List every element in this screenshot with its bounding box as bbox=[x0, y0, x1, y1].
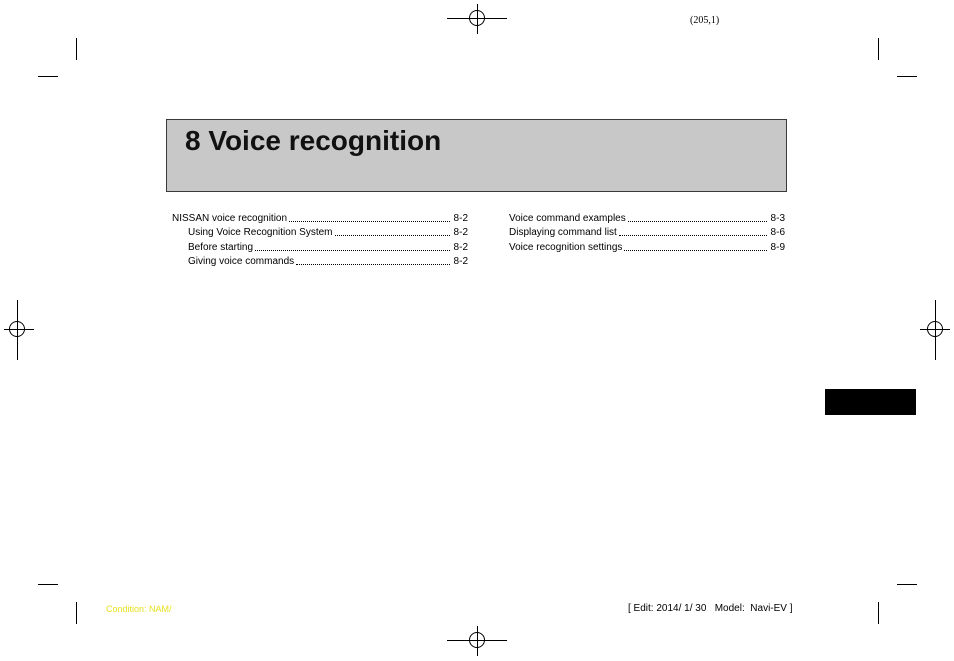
toc-entry[interactable] bbox=[172, 239, 468, 254]
toc-entry-page: 8-2 bbox=[453, 212, 468, 224]
toc-leader-dots bbox=[624, 250, 766, 251]
toc-leader-dots bbox=[619, 235, 767, 236]
toc-entry-page: 8-3 bbox=[770, 212, 785, 224]
toc-leader-dots bbox=[335, 235, 450, 236]
toc-entry-page: 8-2 bbox=[453, 241, 468, 253]
page-reference: (205,1) bbox=[690, 15, 720, 26]
crop-mark-tl-v bbox=[76, 38, 77, 60]
toc-entry-page: 8-6 bbox=[770, 227, 785, 239]
toc-entry[interactable] bbox=[509, 225, 785, 240]
crop-mark-tr-v bbox=[878, 38, 879, 60]
toc-entry-label: Voice command examples bbox=[509, 212, 626, 224]
toc-entry[interactable] bbox=[172, 254, 468, 269]
crop-mark-bl-h bbox=[38, 584, 58, 585]
registration-circle-bottom-icon bbox=[469, 632, 485, 648]
toc-entry-page: 8-2 bbox=[453, 227, 468, 239]
registration-circle-left-icon bbox=[9, 321, 25, 337]
toc-leader-dots bbox=[255, 250, 450, 251]
toc-entry[interactable] bbox=[172, 210, 468, 225]
chapter-title-box bbox=[166, 119, 787, 192]
crop-mark-bl-v bbox=[76, 602, 77, 624]
toc-entry-label: Before starting bbox=[188, 241, 254, 253]
toc-right-column bbox=[509, 210, 785, 254]
toc-leader-dots bbox=[289, 221, 449, 222]
chapter-title: 8 Voice recognition bbox=[185, 125, 442, 156]
toc-leader-dots bbox=[628, 221, 767, 222]
toc-entry[interactable] bbox=[509, 239, 785, 254]
edit-info: [ Edit: 2014/ 1/ 30 Model: Navi-EV ] bbox=[628, 603, 793, 614]
registration-circle-right-icon bbox=[927, 321, 943, 337]
toc-entry-label: Using Voice Recognition System bbox=[188, 227, 333, 239]
crop-mark-br-h bbox=[897, 584, 917, 585]
chapter-side-tab bbox=[825, 389, 916, 415]
toc-entry[interactable] bbox=[172, 225, 468, 240]
toc-entry-label: Giving voice commands bbox=[188, 256, 295, 268]
toc-entry-label: Displaying command list bbox=[509, 227, 617, 239]
crop-mark-tl-h bbox=[38, 76, 58, 77]
toc-left-column bbox=[172, 210, 468, 268]
crop-mark-tr-h bbox=[897, 76, 917, 77]
toc-entry-page: 8-2 bbox=[453, 256, 468, 268]
toc-entry-label: Voice recognition settings bbox=[509, 241, 623, 253]
registration-circle-top-icon bbox=[469, 10, 485, 26]
toc-entry[interactable] bbox=[509, 210, 785, 225]
toc-entry-label: NISSAN voice recognition bbox=[172, 212, 288, 224]
crop-mark-br-v bbox=[878, 602, 879, 624]
toc-entry-page: 8-9 bbox=[770, 241, 785, 253]
toc-leader-dots bbox=[296, 264, 449, 265]
condition-label: Condition: NAM/ bbox=[106, 604, 172, 614]
